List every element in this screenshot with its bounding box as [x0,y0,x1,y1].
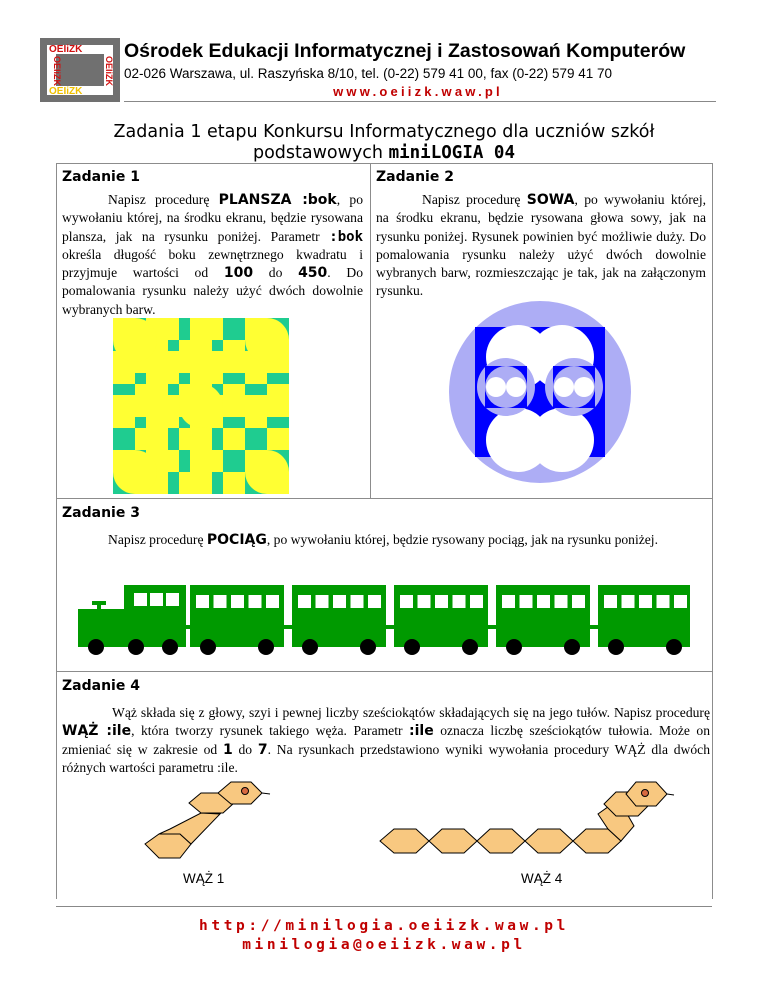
wagon-window [196,595,209,608]
wagon-wheel [608,639,624,655]
wagon-wheel [462,639,478,655]
wagon-window [674,595,687,608]
waz-4-caption: WĄŻ 4 [521,871,563,886]
plansza-figure [113,318,293,494]
locomotive-chimney [97,601,101,613]
footer-email[interactable]: minilogia@oeiizk.waw.pl [242,937,526,953]
wagon-window [214,595,227,608]
waz4-body-3 [477,829,525,853]
plansza-square [223,428,245,450]
header-divider [124,101,716,102]
footer-url[interactable]: http://minilogia.oeiizk.waw.pl [199,918,569,934]
plansza-square [267,428,289,450]
task1-text: Napisz procedurę PLANSZA :bok, po wywołaniu której, na środku ekranu, będzie rysowana plansza, jak na rysunku poniżej. Parametr :bok określa długość boku zewnętrznego kwadratu i przyjmuje wartości od 100 do 450. Do pomalowania rysunku należy użyć dwóch dowolnie wybranych barw. [62,192,364,317]
task1-min: 100 [223,265,254,282]
task2-procedure: SOWA [526,192,575,208]
plansza-corner-circle [113,318,157,362]
wagon-window [368,595,381,608]
wagon [598,585,690,647]
oeiizk-logo [40,38,120,102]
wagon-window [537,595,550,608]
title-contest-name: miniLOGIA 04 [388,143,516,163]
task1-procedure: PLANSZA :bok [218,192,337,208]
waz4-tongue [667,794,674,795]
sowa-right-pupil-b [574,377,594,397]
locomotive-window [150,593,163,606]
wagon-wheel [360,639,376,655]
page-title [56,122,712,164]
wagon [496,585,590,647]
wagon-window [470,595,483,608]
waz1-eye [242,788,249,795]
header-website[interactable]: www.oeiizk.waw.pl [333,84,503,99]
wagon-window [333,595,346,608]
sowa-left-pupil-a [486,377,506,397]
waz-1-figure [140,776,280,872]
task4-procedure: WĄŻ :ile [62,723,132,740]
waz4-eye [642,790,649,797]
table-column-divider [370,163,371,498]
wagon-coupling [488,625,496,629]
pociag-figure [78,585,690,665]
wagon-window [249,595,262,608]
wagon-window [418,595,431,608]
waz4-body-4 [525,829,573,853]
plansza-corner-circle [245,318,289,362]
task1-heading: Zadanie 1 [62,169,140,185]
wagon-window [572,595,585,608]
wagon-wheel [506,639,522,655]
wagon-coupling [284,625,292,629]
wagon-wheel [564,639,580,655]
wagon-window [435,595,448,608]
table-border-left [56,163,57,899]
wagon-window [231,595,244,608]
wagon-wheel [404,639,420,655]
logo-text-right: OEIiZK [104,56,114,87]
sowa-right-pupil-a [554,377,574,397]
waz4-body-1 [380,829,429,853]
plansza-board [113,318,289,494]
task2-text: Napisz procedurę SOWA, po wywołaniu której, na środku ekranu, będzie rysowana głowa sowy, jak na rysunku poniżej. Rysunek powinien być możliwie duży. Do pomalowania rysunku należy użyć dwóch dowolnie wybranych barw, rozmieszczając je tak, jak na załączonym rysunku. [376,192,706,299]
task4-min: 1 [222,741,233,758]
task4-text: Wąż składa się z głowy, szyi i pewnej liczby sześciokątów składających się na jego tułów. Napisz procedurę WĄŻ :ile, która tworzy rysunek takiego węża. Parametr :ile oznacza liczbę sześciokątów tułowia. Może on zmieniać się w zakresie od 1 do 7. Na rysunkach przedstawiono wyniki wywołania procedury WĄŻ dla dwóch różnych wartości parametru :ile. [62,705,711,775]
waz1-tongue [262,793,270,794]
wagon-window [351,595,364,608]
plansza-corner-circle [245,450,289,494]
plansza-center-circle [179,384,223,428]
logo-text-left: OEIiZK [52,56,62,87]
wagon-window [266,595,279,608]
train [78,585,690,655]
wagon-wheel [302,639,318,655]
wagon [292,585,386,647]
sowa-left-pupil-b [506,377,526,397]
locomotive-wheel [128,639,144,655]
footer-divider [56,906,712,907]
task3-text: Napisz procedurę POCIĄG, po wywołaniu której, będzie rysowany pociąg, jak na rysunku poniżej. [108,532,658,548]
sowa-lower-right-circle [530,408,594,472]
organization-address: 02-026 Warszawa, ul. Raszyńska 8/10, tel. (0-22) 579 41 00, fax (0-22) 579 41 70 [124,66,613,81]
wagon-window [316,595,329,608]
wagon-coupling [182,625,190,629]
wagon-wheel [666,639,682,655]
wagon-window [520,595,533,608]
waz-4-figure [376,776,676,872]
task4-param: :ile [409,723,434,740]
logo-text-bottom: OEIiZK [49,86,83,97]
wagon-window [453,595,466,608]
task2-heading: Zadanie 2 [376,169,454,185]
wagon-wheel [200,639,216,655]
wagon-window [400,595,413,608]
waz-1-caption: WĄŻ 1 [183,871,225,886]
locomotive-window [134,593,147,606]
locomotive-wheel [88,639,104,655]
wagon-window [555,595,568,608]
wagon-wheel [258,639,274,655]
table-border-top [56,163,712,164]
logo-text-top: OEIiZK [49,44,83,55]
wagon-window [298,595,311,608]
title-line1: Zadania 1 etapu Konkursu Informatycznego dla uczniów szkół [113,122,655,142]
wagon-coupling [590,625,598,629]
wagon [190,585,284,647]
task3-heading: Zadanie 3 [62,505,140,521]
task1-max: 450 [298,265,328,282]
plansza-square [223,472,245,494]
title-line2-prefix: podstawowych [252,143,389,163]
sowa-figure [448,300,632,484]
wagon-window [622,595,635,608]
wagon-window [604,595,617,608]
table-border-right [712,163,713,899]
task4-max: 7 [257,741,268,758]
wagon [394,585,488,647]
organization-name: Ośrodek Edukacji Informatycznej i Zastosowań Komputerów [124,40,686,62]
plansza-corner-circle [113,450,157,494]
table-divider-1 [56,498,712,499]
table-divider-2 [56,671,712,672]
wagon-coupling [386,625,394,629]
wagon-window [657,595,670,608]
task3-procedure: POCIĄG [206,532,267,548]
locomotive-wheel [162,639,178,655]
wagon-window [502,595,515,608]
locomotive-window [166,593,179,606]
task4-heading: Zadanie 4 [62,678,140,694]
waz4-body-2 [429,829,477,853]
wagon-window [639,595,652,608]
task1-param: :bok [329,228,363,245]
